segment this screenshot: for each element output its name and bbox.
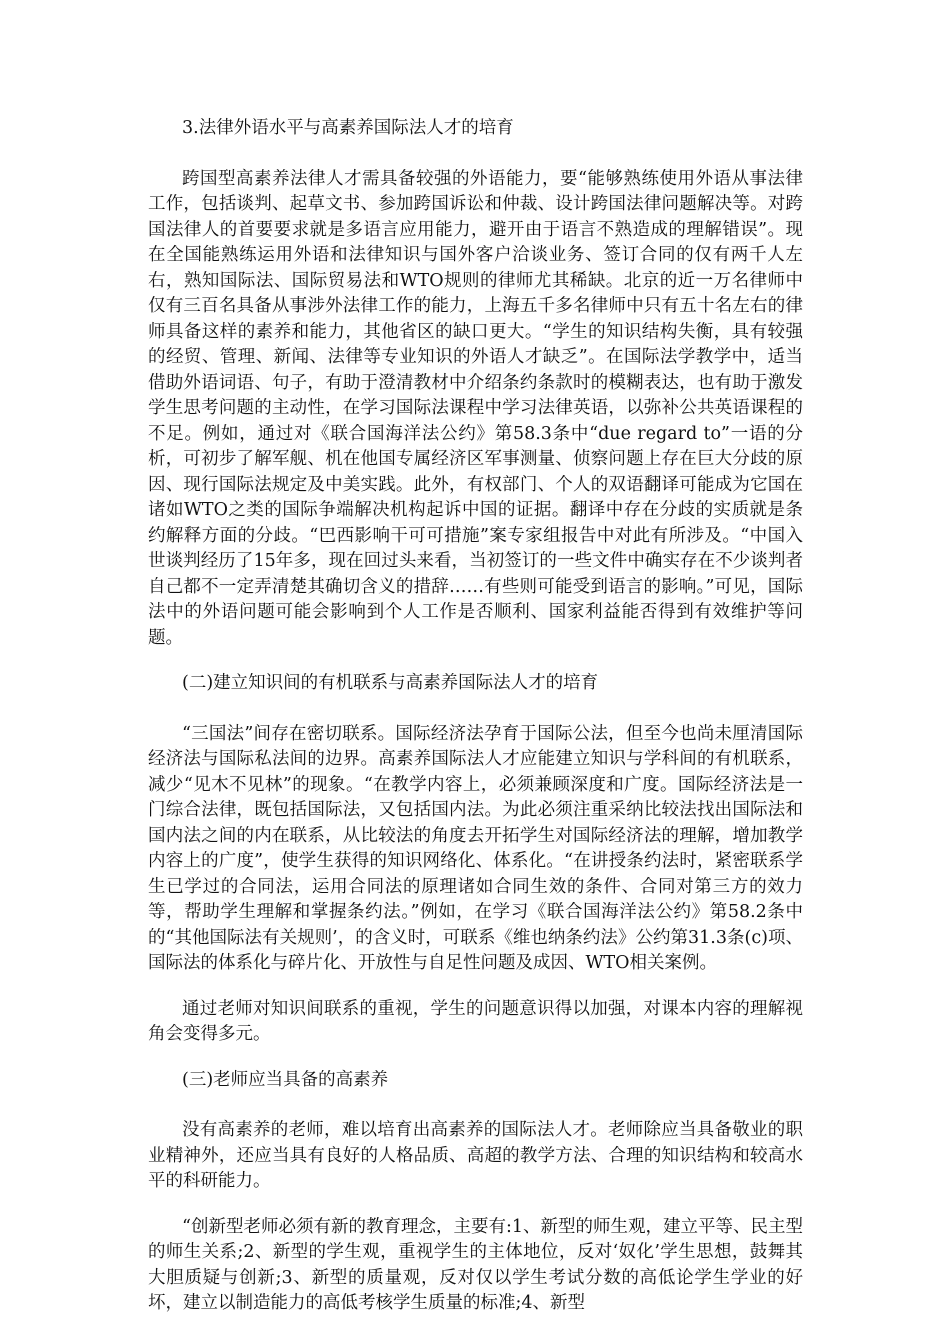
paragraph-three-international-laws: “三国法”间存在密切联系。国际经济法孕育于国际公法，但至今也尚未厘清国际经济法与国际私法间的边界。高素养国际法人才应能建立知识与学科间的有机联系，减少“见木不见林”的现象。“在教学内容上，必须兼顾深度和广度。国际经济法是一门综合法律，既包括国际法，又包括国内法。为此必须注重采纳比较法找出国际法和国内法之间的内在联系，从比较法的角度去开拓学生对国际经济法的理解，增加教学内容上的广度”，使学生获得的知识网络化、体系化。“在讲授条约法时，紧密联系学生已学过的合同法，运用合同法的原理诸如合同生效的条件、合同对第三方的效力等，帮助学生理解和掌握条约法。”例如，在学习《联合国海洋法公约》第58.2条中的“其他国际法有关规则’，的含义时，可联系《维也纳条约法》公约第31.3条(c)项、国际法的体系化与碎片化、开放性与自足性问题及成因、WTO相关案例。 xyxy=(148,723,803,973)
document-body xyxy=(148,116,803,1317)
section-heading-legal-foreign-language: 3.法律外语水平与高素养国际法人才的培育 xyxy=(182,118,514,138)
paragraph-innovative-teacher: “创新型老师必须有新的教育理念，主要有:1、新型的师生观，建立平等、民主型的师生关系;2、新型的学生观，重视学生的主体地位，反对‘奴化’学生思想，鼓舞其大胆质疑与创新;3、新型的质量观，反对仅以学生考试分数的高低论学生学业的好坏，建立以制造能力的高低考核学生质量的标准;4、新型 xyxy=(148,1216,803,1313)
paragraph-teacher-emphasis: 通过老师对知识间联系的重视，学生的问题意识得以加强，对课本内容的理解视角会变得多元。 xyxy=(148,998,803,1044)
paragraph-high-quality-teachers: 没有高素养的老师，难以培育出高素养的国际法人才。老师除应当具备敬业的职业精神外，还应当具有良好的人格品质、高超的教学方法、合理的知识结构和较高水平的科研能力。 xyxy=(148,1120,803,1191)
section-heading-teacher-quality: (三)老师应当具备的高素养 xyxy=(182,1069,389,1090)
section-heading-knowledge-connection: (二)建立知识间的有机联系与高素养国际法人才的培育 xyxy=(182,673,599,693)
paragraph-foreign-language-ability: 跨国型高素养法律人才需具备较强的外语能力，要“能够熟练使用外语从事法律工作，包括谈判、起草文书、参加跨国诉讼和仲裁、设计跨国法律问题解决等。对跨国法律人的首要要求就是多语言应用能力，避开由于语言不熟造成的理解错误”。现在全国能熟练运用外语和法律知识与国外客户洽谈业务、签订合同的仅有两千人左右，熟知国际法、国际贸易法和WTO规则的律师尤其稀缺。北京的近一万名律师中仅有三百名具备从事涉外法律工作的能力，上海五千多名律师中只有五十名左右的律师具备这样的素养和能力，其他省区的缺口更大。“学生的知识结构失衡，具有较强的经贸、管理、新闻、法律等专业知识的外语人才缺乏”。在国际法学教学中，适当借助外语词语、句子，有助于澄清教材中介绍条约条款时的模糊表达，也有助于激发学生思考问题的主动性，在学习国际法课程中学习法律英语，以弥补公共英语课程的不足。例如，通过对《联合国海洋法公约》第58.3条中“due regard to”一语的分析，可初步了解军舰、机在他国专属经济区军事测量、侦察问题上存在巨大分歧的原因、现行国际法规定及中美实践。此外，有权部门、个人的双语翻译可能成为它国在诸如WTO之类的国际争端解决机构起诉中国的证据。翻译中存在分歧的实质就是条约解释方面的分歧。“巴西影响干可可措施”案专家组报告中对此有所涉及。“中国入世谈判经历了15年多，现在回过头来看，当初签订的一些文件中确实存在不少谈判者自己都不一定弄清楚其确切含义的措辞……有些则可能受到语言的影响。”可见，国际法中的外语问题可能会影响到个人工作是否顺利、国家利益能否得到有效维护等问题。 xyxy=(148,168,803,648)
